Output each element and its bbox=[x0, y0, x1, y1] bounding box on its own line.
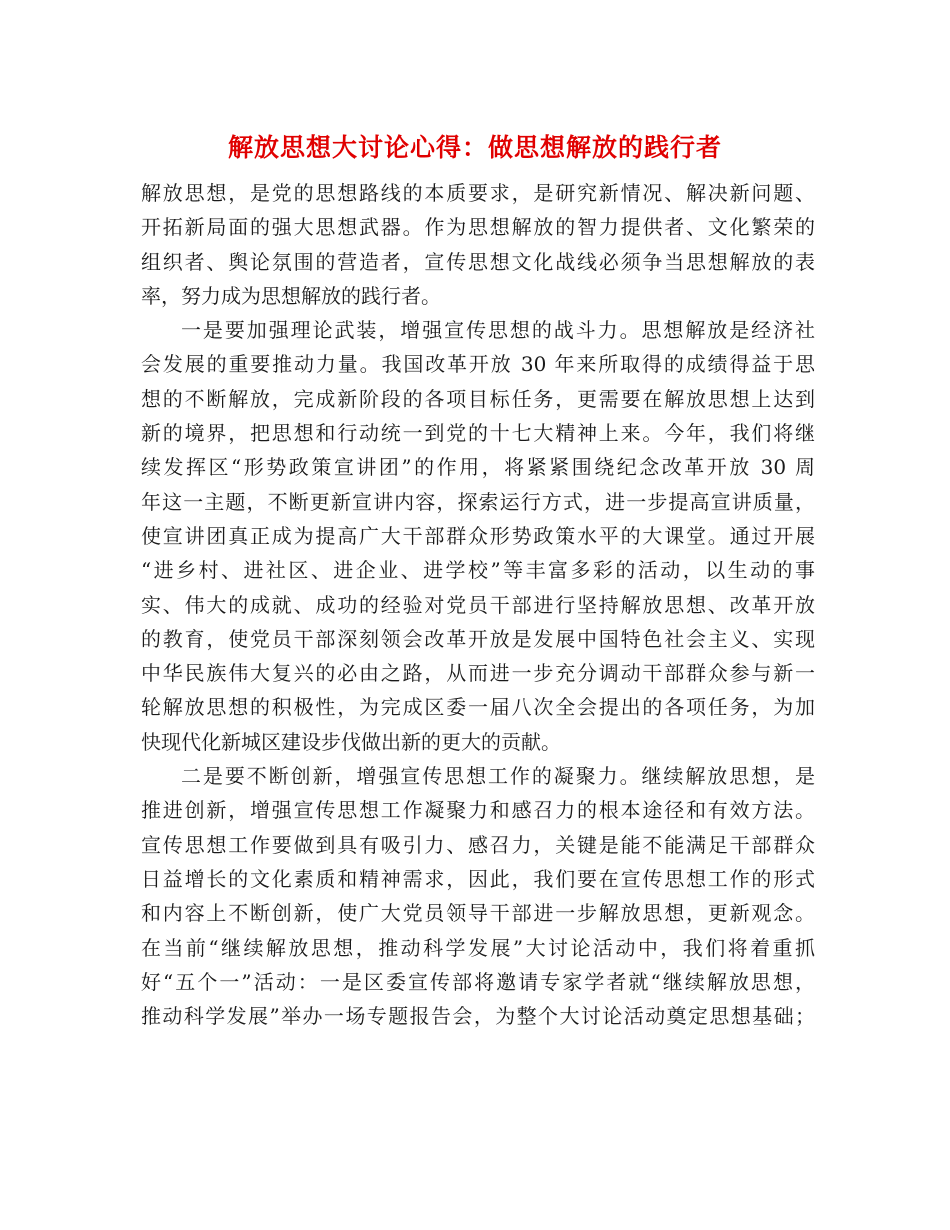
text-line: 开拓新局面的强大思想武器。作为思想解放的智力提供者、文化繁荣的 bbox=[141, 215, 815, 240]
text-line: 和内容上不断创新，使广大党员领导干部进一步解放思想，更新观念。 bbox=[141, 901, 815, 926]
paragraph-intro bbox=[141, 176, 815, 313]
text-line: 想的不断解放，完成新阶段的各项目标任务，更需要在解放思想上达到 bbox=[141, 386, 815, 411]
document-title: 解放思想大讨论心得：做思想解放的践行者 bbox=[227, 133, 722, 162]
document-body bbox=[141, 176, 815, 1033]
text-line: 轮解放思想的积极性，为完成区委一届八次全会提出的各项任务，为加 bbox=[141, 695, 815, 720]
text-line: 推进创新，增强宣传思想工作凝聚力和感召力的根本途径和有效方法。 bbox=[141, 798, 815, 823]
text-line: 一是要加强理论武装，增强宣传思想的战斗力。思想解放是经济社 bbox=[181, 318, 815, 343]
text-line: 的教育，使党员干部深刻领会改革开放是发展中国特色社会主义、实现 bbox=[141, 626, 815, 651]
text-line: 在当前“继续解放思想，推动科学发展”大讨论活动中，我们将着重抓 bbox=[141, 935, 815, 960]
text-line: 会发展的重要推动力量。我国改革开放 30 年来所取得的成绩得益于思 bbox=[141, 352, 815, 377]
paragraph-point-one bbox=[141, 313, 815, 759]
text-line: 实、伟大的成就、成功的经验对党员干部进行坚持解放思想、改革开放 bbox=[141, 592, 815, 617]
paragraph-point-two bbox=[141, 759, 815, 1033]
text-line: 快现代化新城区建设步伐做出新的更大的贡献。 bbox=[141, 729, 561, 754]
text-line: 推动科学发展”举办一场专题报告会，为整个大讨论活动奠定思想基础； bbox=[141, 1004, 815, 1029]
text-line: 新的境界，把思想和行动统一到党的十七大精神上来。今年，我们将继 bbox=[141, 421, 815, 446]
text-line: 解放思想，是党的思想路线的本质要求，是研究新情况、解决新问题、 bbox=[141, 181, 815, 205]
text-line: 使宣讲团真正成为提高广大干部群众形势政策水平的大课堂。通过开展 bbox=[141, 523, 815, 548]
text-line: 宣传思想工作要做到具有吸引力、感召力，关键是能不能满足干部群众 bbox=[141, 832, 815, 857]
text-line: 率，努力成为思想解放的践行者。 bbox=[141, 283, 441, 308]
text-line: 二是要不断创新，增强宣传思想工作的凝聚力。继续解放思想，是 bbox=[181, 764, 815, 789]
text-line: 组织者、舆论氛围的营造者，宣传思想文化战线必须争当思想解放的表 bbox=[141, 249, 815, 274]
text-line: 续发挥区“形势政策宣讲团”的作用，将紧紧围绕纪念改革开放 30 周 bbox=[141, 455, 815, 480]
text-line: 好“五个一”活动：一是区委宣传部将邀请专家学者就“继续解放思想， bbox=[141, 969, 815, 994]
text-line: “进乡村、进社区、进企业、进学校”等丰富多彩的活动，以生动的事 bbox=[141, 558, 815, 583]
text-line: 日益增长的文化素质和精神需求，因此，我们要在宣传思想工作的形式 bbox=[141, 866, 815, 891]
text-line: 年这一主题，不断更新宣讲内容，探索运行方式，进一步提高宣讲质量， bbox=[141, 489, 815, 514]
text-line: 中华民族伟大复兴的必由之路，从而进一步充分调动干部群众参与新一 bbox=[141, 661, 815, 686]
